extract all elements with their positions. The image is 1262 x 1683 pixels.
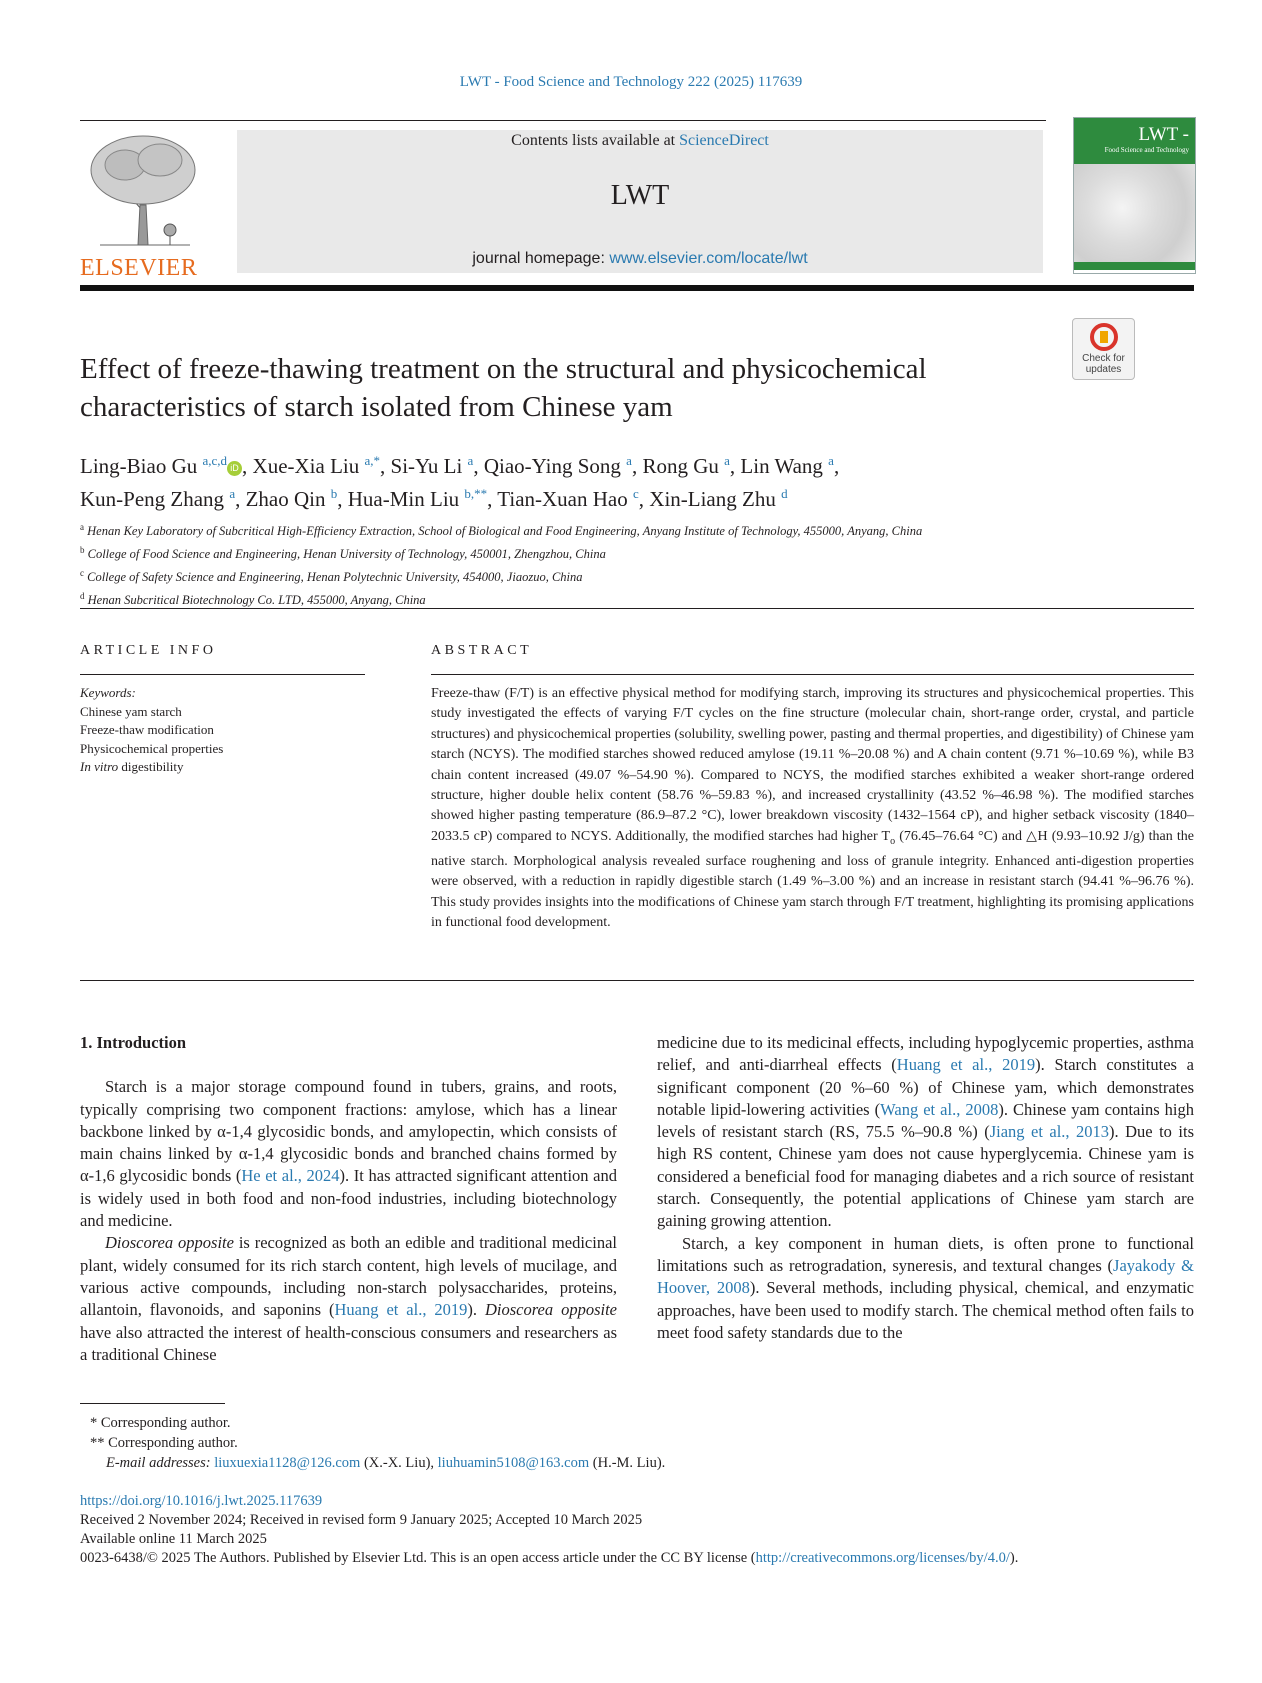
author-affiliation-marker[interactable]: a [229,486,236,501]
paragraph: Starch is a major storage compound found in tubers, grains, and roots, typically comprising two component fractions: amylose, which has a linear backbone linked by α-1,4 glycosidic bonds, and amylopectin, which consists of main chains linked by α-1,4 glycosidic bonds and branched chains formed by α-1,6 glycosidic bonds (He et al., 2024). It has attracted significant attention and is widely used in both food and non-food industries, including biotechnology and medicine. [80,1077,617,1231]
body-column-left [80,1032,617,1366]
author-affiliation-marker[interactable]: a [467,453,474,468]
elsevier-tree-icon [80,130,206,248]
cover-image [1074,164,1195,262]
orcid-icon[interactable]: iD [227,461,242,476]
contents-available-line: Contents lists available at ScienceDirect [511,132,769,149]
check-for-updates-button[interactable] [1072,318,1135,380]
author-affiliation-marker[interactable]: a [828,453,834,468]
cover-subtitle: Food Science and Technology [1104,146,1189,154]
author-affiliation-marker[interactable]: b [330,486,338,501]
author-affiliation-marker[interactable]: a,* [364,453,381,468]
author-affiliation-marker[interactable]: b,** [464,486,488,501]
journal-homepage-line: journal homepage: www.elsevier.com/locate/lwt [472,250,808,267]
citation-link[interactable]: Jiang et al., 2013 [989,1122,1110,1142]
journal-masthead [237,130,1043,273]
paragraph: Dioscorea opposite is recognized as both an edible and traditional medicinal plant, widely consumed for its rich starch content, high levels of mucilage, and various active compounds, including non-starch polysaccharides, proteins, allantoin, flavonoids, and saponins (Huang et al., 2019). Dioscorea opposite have also attracted the interest of health-conscious consumers and researchers as a traditional Chinese [80,1233,617,1364]
cover-footer-bar [1074,262,1195,270]
author-list [80,447,1190,513]
abstract-text: Freeze-thaw (F/T) is an effective physical method for modifying starch, improving its structures and physicochemical properties. This study investigated the effects of varying F/T cycles on the fine structure (molecular chain, short-range order, crystal, and particle structures) and physicochemical properties (solubility, swelling power, pasting and thermal properties, and digestibility) of Chinese yam starch (NCYS). The modified starches showed reduced amylose (19.11 %–20.08 %) and A chain content (9.71 %–10.69 %), while B3 chain content increased (49.07 %–54.90 %). Compared to NCYS, the modified starches exhibited a weaker short-range ordered structure, higher double helix content (58.76 %–59.83 %), and increased crystallinity (43.52 %–46.98 %). The modified starches showed higher pasting temperature (86.9–87.2 °C), lower breakdown viscosity (1432–1564 cP), and higher setback viscosity (1840–2033.5 cP) compared to NCYS. Additionally, the modified starches had higher $T_o$ (76.45–76.64 °C) and △H (9.93–10.92 J/g) than the native starch. Morphological analysis revealed surface roughening and loss of granule integrity. Enhanced anti-digestion properties were observed, with a reduction in rapidly digestible starch (1.49 %–3.00 %) and an increase in resistant starch (94.41 %–96.76 %). This study provides insights into the modifications of Chinese yam starch through F/T treatment, highlighting its promising applications in functional food development. [431,686,1194,931]
footnotes [90,1413,1190,1473]
author-name[interactable]: Rong Gu [642,454,719,478]
keywords-label: Keywords: [80,685,136,700]
citation-link[interactable]: Huang et al., 2019 [334,1300,468,1320]
author-separator: , [337,487,348,511]
author-affiliation-marker[interactable]: a,c,d [202,453,228,468]
affiliation-item [80,541,1190,564]
affiliation-text: College of Food Science and Engineering, Henan University of Technology, 450001, Zhengzhou, China [84,547,606,562]
author-separator: , [631,454,643,478]
keyword-item: Freeze-thaw modification [80,722,214,737]
email-link[interactable]: liuhuamin5108@163.com [437,1455,590,1471]
author-name[interactable]: Xin-Liang Zhu [649,487,776,511]
license-line: 0023-6438/© 2025 The Authors. Published by Elsevier Ltd. This is an open access article under the CC BY license (http://creativecommons.org/licenses/by/4.0/). [80,1550,1019,1566]
journal-homepage-link[interactable]: www.elsevier.com/locate/lwt [609,250,808,267]
affiliation-text: Henan Key Laboratory of Subcritical High-Efficiency Extraction, School of Biological and Food Engineering, Anyang Institute of Technology, 455000, Anyang, China [84,524,923,539]
crossmark-icon [1090,323,1118,351]
author-affiliation-marker[interactable]: c [633,486,639,501]
email-link[interactable]: liuxuexia1128@126.com [214,1455,361,1471]
article-info-rule [80,674,365,675]
author-name[interactable]: Si-Yu Li [390,454,463,478]
article-info-heading: ARTICLE INFO [80,643,217,658]
body-column-right [657,1032,1194,1344]
citation-link[interactable]: Wang et al., 2008 [880,1099,999,1119]
section-rule [80,608,1194,609]
author-name[interactable]: Zhao Qin [245,487,326,511]
elsevier-wordmark: ELSEVIER [80,255,198,281]
available-online-date: Available online 11 March 2025 [80,1531,267,1547]
author-name[interactable]: Tian-Xuan Hao [497,487,628,511]
affiliation-item [80,518,1190,541]
author-separator: , [242,454,253,478]
author-affiliation-marker[interactable]: a [626,453,632,468]
affiliation-marker: a [80,522,84,532]
citation-link[interactable]: Jayakody & Hoover, 2008 [657,1255,1195,1298]
author-separator: , [380,454,391,478]
corresponding-author-note: ** Corresponding author. [90,1435,238,1451]
author-separator: , [235,487,246,511]
footnote-rule [80,1403,225,1404]
journal-cover-thumbnail[interactable] [1073,117,1196,274]
paragraph: Starch, a key component in human diets, is often prone to functional limitations such as retrogradation, syneresis, and textural changes (Jayakody & Hoover, 2008). Several methods, including physical, chemical, and enzymatic approaches, have been used to modify starch. The chemical method often fails to meet food safety standards due to the [657,1233,1195,1342]
header-rule [80,120,1046,121]
author-name[interactable]: Ling-Biao Gu [80,454,198,478]
affiliation-marker: b [80,545,85,556]
check-for-updates-label: Check for updates [1082,353,1125,375]
journal-name: LWT [610,180,670,211]
abstract-heading: ABSTRACT [431,643,533,658]
keyword-item: Chinese yam starch [80,703,182,719]
citation-link[interactable]: He et al., 2024 [241,1166,340,1186]
author-name[interactable]: Hua-Min Liu [347,487,460,511]
author-affiliation-marker[interactable]: a [724,453,730,468]
masthead-rule [80,285,1194,291]
keyword-item: In vitro digestibility [80,759,184,774]
affiliation-marker: d [80,591,85,602]
author-name[interactable]: Qiao-Ying Song [483,454,621,478]
keywords-block [80,684,370,777]
section-rule [80,980,1194,981]
journal-reference[interactable]: LWT - Food Science and Technology 222 (2025) 117639 [459,74,803,90]
abstract-rule [431,674,1194,675]
article-title: Effect of freeze-thawing treatment on the structural and physicochemical characteristics of starch isolated from Chinese yam [80,353,927,423]
author-separator: , [487,487,498,511]
author-name[interactable]: Kun-Peng Zhang [80,487,225,511]
sciencedirect-link[interactable]: ScienceDirect [679,132,769,149]
keyword-item: Physicochemical properties [80,740,224,756]
author-name[interactable]: Lin Wang [740,454,823,478]
affiliation-text: Henan Subcritical Biotechnology Co. LTD, 455000, Anyang, China [84,593,426,608]
author-separator: , [638,487,650,511]
publication-info [80,1492,1200,1568]
corresponding-author-note: * Corresponding author. [90,1415,231,1431]
citation-link[interactable]: Huang et al., 2019 [896,1055,1036,1075]
author-name[interactable]: Xue-Xia Liu [252,454,360,478]
email-addresses: E-mail addresses: liuxuexia1128@126.com (X.-X. Liu), liuhuamin5108@163.com (H.-M. Liu). [106,1455,666,1471]
doi-link[interactable]: https://doi.org/10.1016/j.lwt.2025.117639 [80,1493,323,1509]
author-separator: , [729,454,741,478]
license-link[interactable]: http://creativecommons.org/licenses/by/4.0/ [755,1550,1010,1566]
cover-title: LWT - [1138,124,1189,145]
affiliation-marker: c [80,568,84,579]
received-dates: Received 2 November 2024; Received in revised form 9 January 2025; Accepted 10 March 2025 [80,1512,643,1528]
affiliation-text: College of Safety Science and Engineering, Henan Polytechnic University, 454000, Jiaozuo, China [84,570,583,585]
section-heading: 1. Introduction [80,1033,187,1052]
publisher-logo[interactable] [80,130,210,281]
affiliations [80,518,1190,611]
author-separator: , [833,454,840,478]
author-separator: , [473,454,484,478]
affiliation-item [80,564,1190,587]
author-affiliation-marker[interactable]: d [781,486,788,501]
paragraph: medicine due to its medicinal effects, including hypoglycemic properties, asthma relief, and anti-diarrheal effects (Huang et al., 2019). Starch constitutes a significant component (20 %–60 %) of Chinese yam, which demonstrates notable lipid-lowering activities (Wang et al., 2008). Chinese yam contains high levels of resistant starch (RS, 75.5 %–90.8 %) (Jiang et al., 2013). Due to its high RS content, Chinese yam does not cause hyperglycemia. Chinese yam is considered a beneficial food for managing diabetes and a rich source of resistant starch. Consequently, the potential applications of Chinese yam starch are gaining growing attention. [657,1033,1195,1231]
